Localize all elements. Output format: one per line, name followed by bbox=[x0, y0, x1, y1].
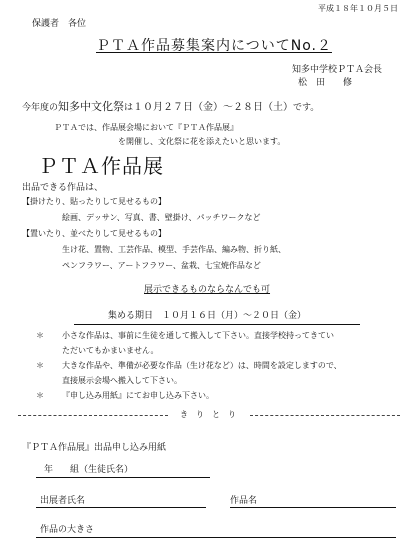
exhibitor-name-field[interactable] bbox=[36, 507, 206, 508]
sender-name: 松 田 修 bbox=[298, 78, 353, 88]
exhibitor-name-label: 出展者氏名 bbox=[40, 496, 86, 506]
work-size-label: 作品の大きさ bbox=[40, 525, 95, 535]
category-1-heading: 【掛けたり、貼ったりして見せるもの】 bbox=[22, 197, 166, 206]
note-1-line-2: ただいてもかまいません。 bbox=[62, 346, 159, 355]
sender-organization: 知多中学校ＰＴＡ会長 bbox=[291, 65, 382, 75]
cut-line-left bbox=[18, 415, 168, 416]
note-3-bullet: ＊ bbox=[36, 391, 44, 400]
note-2-line-2: 直接展示会場へ搬入して下さい。 bbox=[62, 376, 182, 385]
category-2-items-line-2: ペンフラワー、アートフラワー、盆栽、七宝焼作品など bbox=[62, 261, 261, 270]
period-underline bbox=[74, 324, 360, 325]
collection-period: 集める期日 １０月１６日（月）～２０日（金） bbox=[108, 311, 307, 321]
event-dates: １０月２７日（金）～２８日（土） bbox=[133, 102, 294, 113]
category-2-items-line-1: 生け花、置物、工芸作品、模型、手芸作品、編み物、折り紙、 bbox=[62, 245, 286, 254]
intro-mid: は bbox=[124, 103, 134, 113]
note-2-bullet: ＊ bbox=[36, 361, 44, 370]
cut-line-label: き り と り bbox=[180, 410, 236, 419]
document-title: ＰＴＡ作品募集案内についてNo.２ bbox=[96, 38, 332, 54]
intro-line-2: ＰＴＡでは、作品展会場において『ＰＴＡ作品展』 bbox=[54, 123, 238, 132]
grade-label: 年 bbox=[44, 465, 54, 475]
category-1-items: 絵画、デッサン、写真、書、壁掛け、パッチワークなど bbox=[62, 213, 261, 222]
note-1-bullet: ＊ bbox=[36, 331, 44, 340]
event-name: 知多中文化祭 bbox=[58, 100, 125, 113]
class-student-label: 組（生徒氏名） bbox=[70, 465, 134, 475]
note-1-line-1: 小さな作品は、事前に生徒を通して搬入して下さい。直接学校持ってきてい bbox=[62, 331, 334, 340]
category-2-heading: 【置いたり、並べたりして見せるもの】 bbox=[22, 229, 166, 238]
grade-class-field[interactable] bbox=[36, 477, 210, 478]
note-3-line-1: 『申し込み用紙』にてお申し込み下さい。 bbox=[62, 391, 214, 400]
intro-line-1 bbox=[22, 98, 319, 114]
intro-line-3: を開催し、文化祭に花を添えたいと思います。 bbox=[118, 137, 286, 146]
form-title: 『ＰＴＡ作品展』出品申し込み用紙 bbox=[22, 443, 167, 453]
anything-ok-note: 展示できるものならなんでも可 bbox=[144, 285, 271, 295]
intro-post: です。 bbox=[293, 103, 320, 113]
note-2-line-1: 大きな作品や、準備が必要な作品（生け花など）は、時間を設定しますので、 bbox=[62, 361, 342, 370]
cut-line-right bbox=[250, 415, 400, 416]
work-name-label: 作品名 bbox=[230, 496, 258, 506]
work-size-field[interactable] bbox=[36, 537, 396, 538]
work-name-field[interactable] bbox=[230, 507, 396, 508]
eligible-heading: 出品できる作品は、 bbox=[22, 183, 104, 193]
recipient: 保護者 各位 bbox=[32, 19, 87, 29]
exhibition-title: ＰＴＡ作品展 bbox=[38, 154, 164, 178]
intro-pre: 今年度の bbox=[22, 103, 59, 113]
document-date: 平成１８年１０月５日 bbox=[318, 4, 398, 13]
